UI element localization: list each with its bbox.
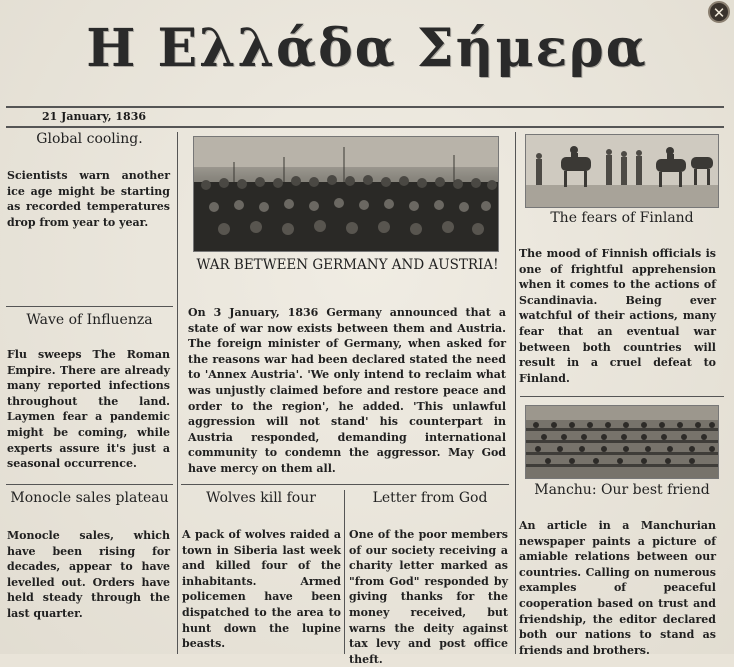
masthead-rule-top [6, 106, 724, 108]
article-body: Scientists warn another ice age might be starting as recorded temperatures drop from year to year. [7, 169, 170, 229]
article-headline: The fears of Finland [550, 210, 694, 226]
article-headline: Monocle sales plateau [10, 490, 169, 506]
article-headline: Letter from God [372, 490, 488, 506]
article-headline: Wave of Influenza [26, 312, 153, 328]
parliament-photo-image [526, 406, 718, 478]
section-rule [181, 484, 509, 485]
masthead-rule-bottom [6, 126, 724, 128]
soldiers-photo-image [194, 137, 498, 251]
cavalry-photo-image [526, 135, 718, 207]
close-icon: ✕ [712, 4, 726, 22]
column-divider [344, 490, 345, 654]
newspaper-title: Η Ελλάδα Σήμερα [86, 18, 648, 79]
section-rule [6, 306, 173, 307]
article-body: The mood of Finnish officials is one of frightful apprehension when it comes to the actions of Scandinavia. Being ever watchful of their actions, many fear that an eventual war between both countries will result in a cruel defeat to Finland. [519, 247, 716, 385]
article-body: An article in a Manchurian newspaper paints a picture of amiable relations between our countries. Calling on numerous examples of peaceful cooperation based on trust and friendship, the editor declared both our nations to stand as friends and brothers. [519, 519, 716, 657]
manchu-photo [525, 405, 719, 479]
column-divider [177, 132, 178, 654]
article-headline: Global cooling. [36, 131, 143, 147]
article-body: Monocle sales, which have been rising for decades, appear to have levelled out. Orders have held steady through the last quarter. [7, 529, 170, 620]
war-photo [193, 136, 499, 252]
section-rule [6, 484, 173, 485]
article-body: One of the poor members of our society receiving a charity letter marked as "from God" responded by giving thanks for the money received, but warns the deity against tax levy and post office theft. [349, 528, 508, 666]
article-body: A pack of wolves raided a town in Siberia last week and killed four of the inhabitants. Armed policemen have been dispatched to the area to hunt down the lupine beasts. [182, 528, 341, 651]
article-body: On 3 January, 1836 Germany announced that a state of war now exists between them and Austria. The foreign minister of Germany, when asked for the reasons war had been declared stated the need to 'Annex Austria'. 'We only intend to reclaim what was unjustly claimed before and restore peace and order to the region', he added. 'This unlawful aggression will not stand' his counterpart in Austria responded, demanding international community to condemn the aggressor. May God have mercy on them all. [188, 306, 506, 475]
article-body: Flu sweeps The Roman Empire. There are already many reported infections throughout the land. Laymen fear a pandemic might be coming, while experts assure it's just a seasonal occurrence. [7, 348, 170, 471]
issue-date: 21 January, 1836 [42, 110, 147, 123]
section-rule [520, 396, 724, 397]
article-headline: WAR BETWEEN GERMANY AND AUSTRIA! [196, 257, 499, 273]
article-headline: Manchu: Our best friend [534, 482, 710, 498]
finland-photo [525, 134, 719, 208]
article-headline: Wolves kill four [206, 490, 316, 506]
